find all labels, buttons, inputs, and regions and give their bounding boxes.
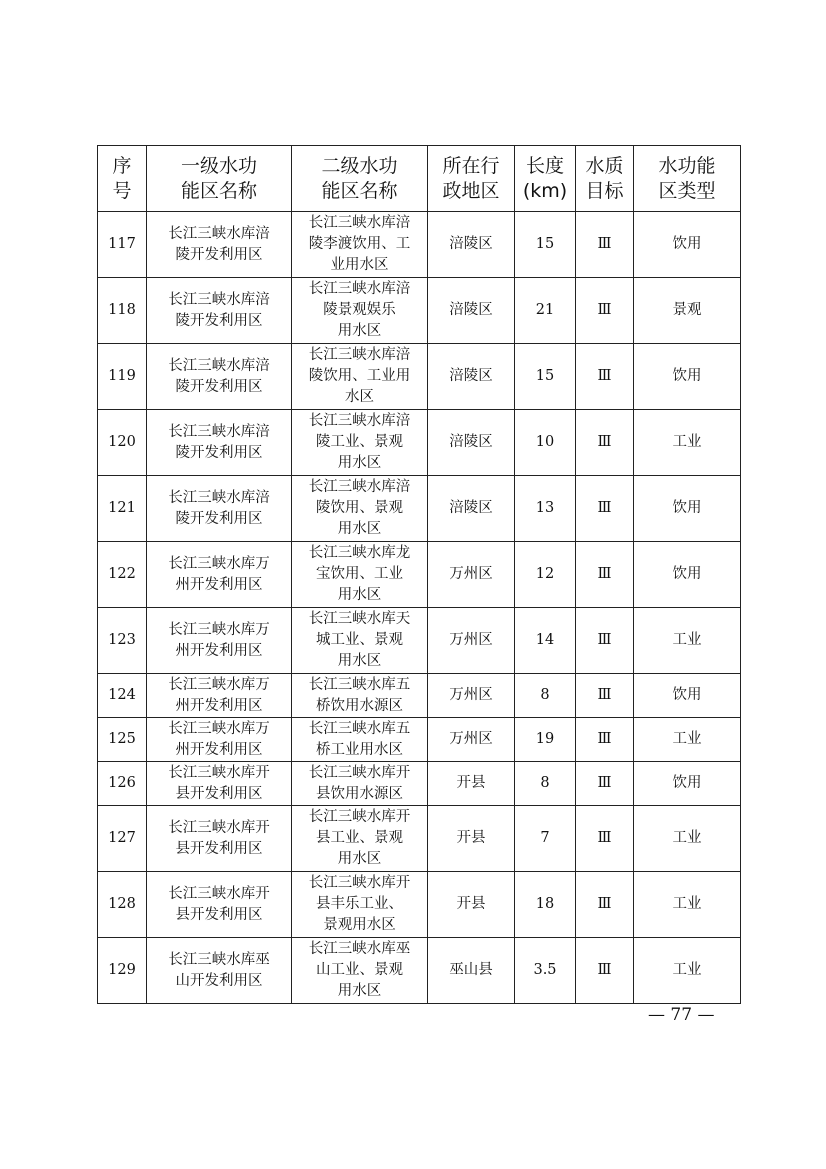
cell-length: 8	[515, 762, 576, 806]
cell-index: 125	[98, 718, 147, 762]
cell-primary-zone: 长江三峡水库开 县开发利用区	[147, 806, 292, 872]
cell-index: 124	[98, 674, 147, 718]
cell-index: 121	[98, 476, 147, 542]
header-index: 序 号	[98, 146, 147, 212]
cell-water-quality: Ⅲ	[576, 212, 634, 278]
table-row	[98, 608, 741, 674]
cell-zone-type: 工业	[634, 872, 741, 938]
cell-secondary-zone: 长江三峡水库五 桥饮用水源区	[292, 674, 428, 718]
cell-index: 117	[98, 212, 147, 278]
table-row	[98, 410, 741, 476]
cell-admin-area: 开县	[428, 762, 515, 806]
cell-zone-type: 饮用	[634, 344, 741, 410]
cell-zone-type: 景观	[634, 278, 741, 344]
cell-index: 119	[98, 344, 147, 410]
header-row	[98, 146, 741, 212]
cell-secondary-zone: 长江三峡水库涪 陵景观娱乐 用水区	[292, 278, 428, 344]
cell-index: 118	[98, 278, 147, 344]
header-secondary-zone: 二级水功 能区名称	[292, 146, 428, 212]
header-primary-zone: 一级水功 能区名称	[147, 146, 292, 212]
cell-admin-area: 万州区	[428, 608, 515, 674]
table-row	[98, 344, 741, 410]
cell-zone-type: 饮用	[634, 212, 741, 278]
cell-length: 21	[515, 278, 576, 344]
cell-water-quality: Ⅲ	[576, 674, 634, 718]
cell-secondary-zone: 长江三峡水库涪 陵李渡饮用、工 业用水区	[292, 212, 428, 278]
table-row	[98, 806, 741, 872]
cell-length: 8	[515, 674, 576, 718]
page-number: — 77 —	[648, 1005, 715, 1025]
cell-index: 122	[98, 542, 147, 608]
cell-zone-type: 饮用	[634, 476, 741, 542]
cell-zone-type: 工业	[634, 938, 741, 1004]
cell-admin-area: 涪陵区	[428, 212, 515, 278]
cell-water-quality: Ⅲ	[576, 762, 634, 806]
cell-water-quality: Ⅲ	[576, 410, 634, 476]
cell-index: 127	[98, 806, 147, 872]
cell-admin-area: 万州区	[428, 718, 515, 762]
cell-length: 15	[515, 212, 576, 278]
table-row	[98, 278, 741, 344]
cell-index: 128	[98, 872, 147, 938]
cell-primary-zone: 长江三峡水库涪 陵开发利用区	[147, 344, 292, 410]
cell-admin-area: 涪陵区	[428, 410, 515, 476]
cell-primary-zone: 长江三峡水库涪 陵开发利用区	[147, 410, 292, 476]
cell-length: 3.5	[515, 938, 576, 1004]
cell-secondary-zone: 长江三峡水库五 桥工业用水区	[292, 718, 428, 762]
cell-secondary-zone: 长江三峡水库龙 宝饮用、工业 用水区	[292, 542, 428, 608]
cell-zone-type: 工业	[634, 410, 741, 476]
cell-length: 12	[515, 542, 576, 608]
cell-water-quality: Ⅲ	[576, 608, 634, 674]
cell-water-quality: Ⅲ	[576, 806, 634, 872]
cell-index: 123	[98, 608, 147, 674]
cell-primary-zone: 长江三峡水库开 县开发利用区	[147, 872, 292, 938]
cell-secondary-zone: 长江三峡水库巫 山工业、景观 用水区	[292, 938, 428, 1004]
table-row	[98, 476, 741, 542]
cell-length: 10	[515, 410, 576, 476]
header-admin-area: 所在行 政地区	[428, 146, 515, 212]
cell-water-quality: Ⅲ	[576, 718, 634, 762]
cell-length: 14	[515, 608, 576, 674]
cell-secondary-zone: 长江三峡水库涪 陵饮用、景观 用水区	[292, 476, 428, 542]
cell-primary-zone: 长江三峡水库万 州开发利用区	[147, 608, 292, 674]
table-row	[98, 212, 741, 278]
cell-primary-zone: 长江三峡水库万 州开发利用区	[147, 718, 292, 762]
cell-length: 13	[515, 476, 576, 542]
cell-zone-type: 饮用	[634, 762, 741, 806]
cell-index: 126	[98, 762, 147, 806]
cell-primary-zone: 长江三峡水库开 县开发利用区	[147, 762, 292, 806]
cell-water-quality: Ⅲ	[576, 872, 634, 938]
cell-admin-area: 万州区	[428, 674, 515, 718]
cell-water-quality: Ⅲ	[576, 542, 634, 608]
table-row	[98, 762, 741, 806]
cell-length: 18	[515, 872, 576, 938]
cell-primary-zone: 长江三峡水库涪 陵开发利用区	[147, 278, 292, 344]
cell-primary-zone: 长江三峡水库巫 山开发利用区	[147, 938, 292, 1004]
cell-secondary-zone: 长江三峡水库涪 陵工业、景观 用水区	[292, 410, 428, 476]
cell-admin-area: 开县	[428, 872, 515, 938]
cell-secondary-zone: 长江三峡水库开 县饮用水源区	[292, 762, 428, 806]
cell-water-quality: Ⅲ	[576, 476, 634, 542]
cell-zone-type: 工业	[634, 806, 741, 872]
cell-secondary-zone: 长江三峡水库天 城工业、景观 用水区	[292, 608, 428, 674]
cell-secondary-zone: 长江三峡水库开 县工业、景观 用水区	[292, 806, 428, 872]
cell-zone-type: 饮用	[634, 542, 741, 608]
cell-admin-area: 万州区	[428, 542, 515, 608]
cell-zone-type: 饮用	[634, 674, 741, 718]
cell-secondary-zone: 长江三峡水库涪 陵饮用、工业用 水区	[292, 344, 428, 410]
cell-water-quality: Ⅲ	[576, 938, 634, 1004]
table-row	[98, 938, 741, 1004]
table-row	[98, 872, 741, 938]
table-row	[98, 718, 741, 762]
table-row	[98, 674, 741, 718]
cell-water-quality: Ⅲ	[576, 278, 634, 344]
cell-admin-area: 开县	[428, 806, 515, 872]
cell-water-quality: Ⅲ	[576, 344, 634, 410]
cell-primary-zone: 长江三峡水库涪 陵开发利用区	[147, 212, 292, 278]
cell-admin-area: 涪陵区	[428, 278, 515, 344]
cell-length: 7	[515, 806, 576, 872]
cell-primary-zone: 长江三峡水库万 州开发利用区	[147, 674, 292, 718]
cell-admin-area: 涪陵区	[428, 476, 515, 542]
cell-zone-type: 工业	[634, 608, 741, 674]
header-water-quality: 水质 目标	[576, 146, 634, 212]
cell-length: 15	[515, 344, 576, 410]
cell-zone-type: 工业	[634, 718, 741, 762]
cell-index: 129	[98, 938, 147, 1004]
cell-admin-area: 涪陵区	[428, 344, 515, 410]
cell-primary-zone: 长江三峡水库涪 陵开发利用区	[147, 476, 292, 542]
cell-index: 120	[98, 410, 147, 476]
header-length: 长度 (km)	[515, 146, 576, 212]
table-row	[98, 542, 741, 608]
cell-length: 19	[515, 718, 576, 762]
header-zone-type: 水功能 区类型	[634, 146, 741, 212]
cell-admin-area: 巫山县	[428, 938, 515, 1004]
cell-secondary-zone: 长江三峡水库开 县丰乐工业、 景观用水区	[292, 872, 428, 938]
cell-primary-zone: 长江三峡水库万 州开发利用区	[147, 542, 292, 608]
water-function-zone-table	[97, 145, 741, 1004]
